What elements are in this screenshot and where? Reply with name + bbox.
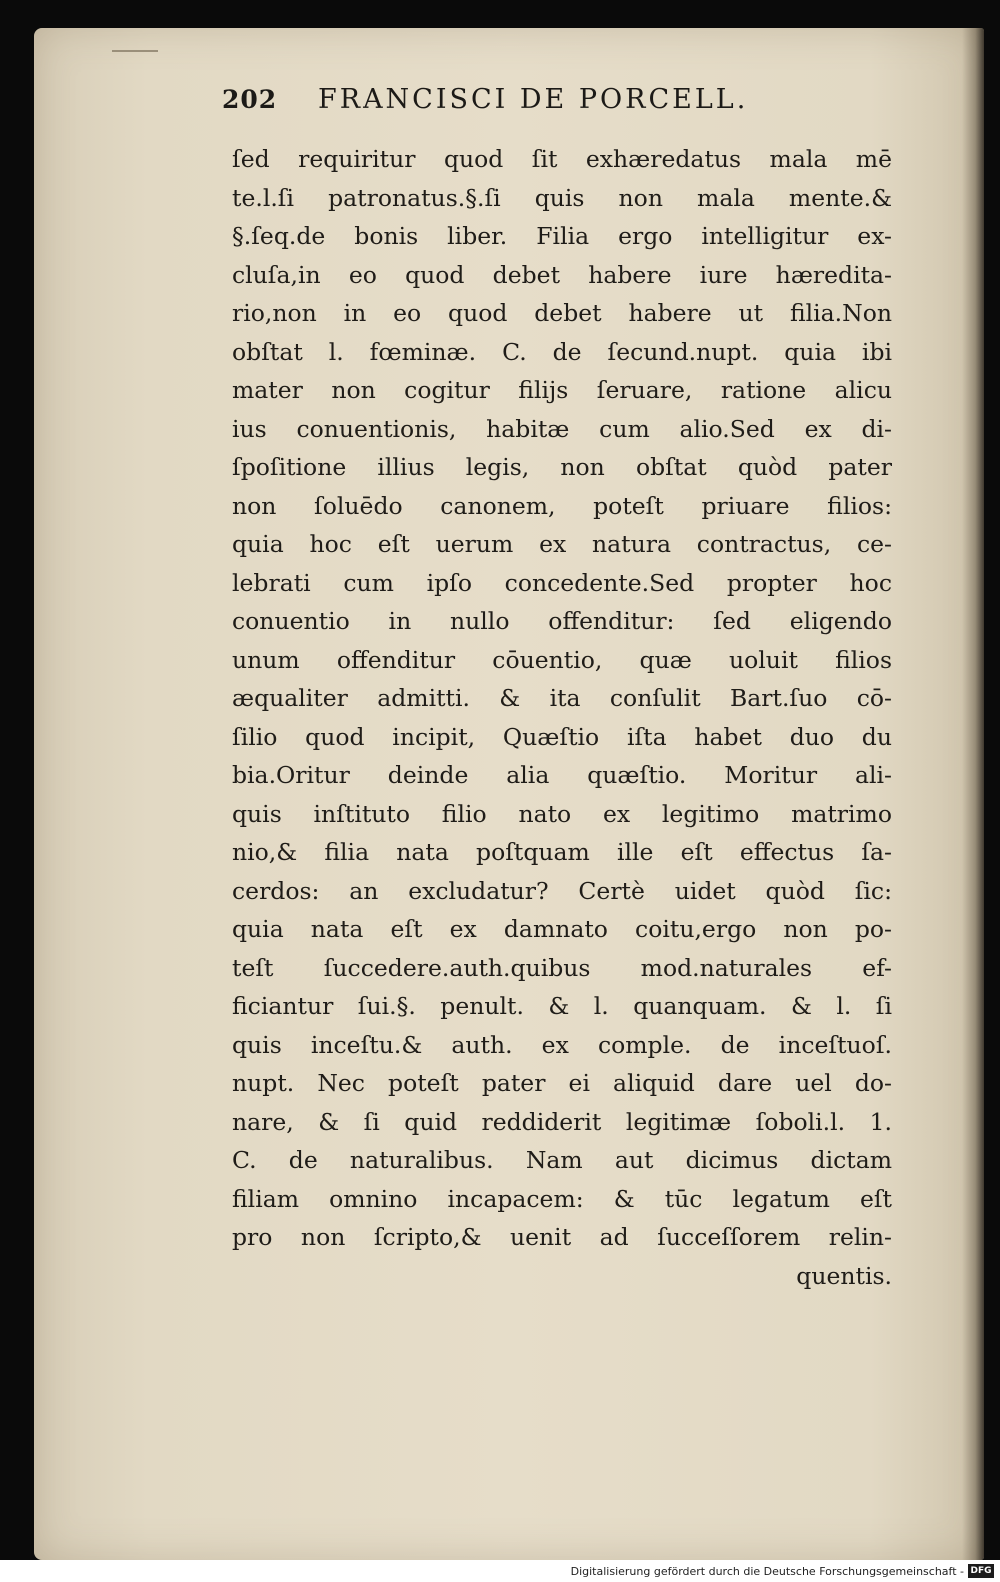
text-line: æqualiter admitti. & ita conſulit Bart.ſuo cō- (232, 684, 892, 712)
text-line: ius conuentionis, habitæ cum alio.Sed ex di- (232, 414, 892, 443)
text-line: non ſoluēdo canonem, poteſt priuare filios: (232, 491, 892, 520)
digitization-credit: Digitalisierung gefördert durch die Deutsche Forschungsgemeinschaft - (570, 1565, 964, 1578)
text-line: te.l.ſi patronatus.§.ſi quis non mala mente.& (232, 183, 892, 212)
text-line: mater non cogitur filijs ſeruare, ratione alicu (232, 376, 892, 404)
text-line: quentis. (796, 1261, 892, 1290)
text-line: nupt. Nec poteſt pater ei aliquid dare uel do- (232, 1069, 892, 1097)
dfg-logo: DFG (968, 1564, 994, 1578)
text-line: teſt ſuccedere.auth.quibus mod.naturales ef- (232, 953, 892, 982)
text-line: unum offenditur cōuentio, quæ uoluit filios (232, 645, 892, 674)
margin-mark (112, 50, 158, 52)
page-gutter-shadow (962, 28, 984, 1560)
text-line: ſilio quod incipit, Quæſtio iſta habet duo du (232, 722, 892, 751)
running-head (222, 84, 782, 115)
text-line: quis inceſtu.& auth. ex comple. de inceſtuoſ. (232, 1030, 892, 1059)
text-line: quia hoc eſt uerum ex natura contractus, ce- (232, 530, 892, 558)
text-line: ſed requiritur quod ſit exhæredatus mala mē (232, 145, 892, 173)
text-line: lebrati cum ipſo concedente.Sed propter hoc (232, 568, 892, 597)
text-line: quia nata eſt ex damnato coitu,ergo non po- (232, 915, 892, 943)
text-line: pro non ſcripto,& uenit ad ſucceſſorem relin- (232, 1223, 892, 1251)
text-line: rio,non in eo quod debet habere ut filia.Non (232, 299, 892, 327)
body-text (232, 140, 892, 1295)
text-line: cluſa,in eo quod debet habere iure hæredita- (232, 260, 892, 289)
text-line: ficiantur ſui.§. penult. & l. quanquam. & l. ſi (232, 992, 892, 1020)
text-line: nare, & ſi quid reddiderit legitimæ ſoboli.l. 1. (232, 1107, 892, 1136)
text-line: quis inſtituto filio nato ex legitimo matrimo (232, 799, 892, 828)
text-line: cerdos: an excludatur? Certè uidet quòd ſic: (232, 876, 892, 905)
text-line: nio,& filia nata poſtquam ille eſt effectus ſa- (232, 838, 892, 866)
text-line: conuentio in nullo offenditur: ſed eligendo (232, 607, 892, 635)
running-head-title: FRANCISCI DE PORCELL. (318, 84, 749, 115)
page-number: 202 (222, 85, 278, 114)
text-line: obſtat l. fœminæ. C. de ſecund.nupt. quia ibi (232, 337, 892, 366)
text-line: bia.Oritur deinde alia quæſtio. Moritur ali- (232, 761, 892, 789)
text-line: C. de naturalibus. Nam aut dicimus dictam (232, 1146, 892, 1174)
text-line: ſpoſitione illius legis, non obſtat quòd pater (232, 453, 892, 481)
text-line: filiam omnino incapacem: & tūc legatum eſt (232, 1184, 892, 1213)
text-line: §.ſeq.de bonis liber. Filia ergo intelligitur ex- (232, 222, 892, 250)
